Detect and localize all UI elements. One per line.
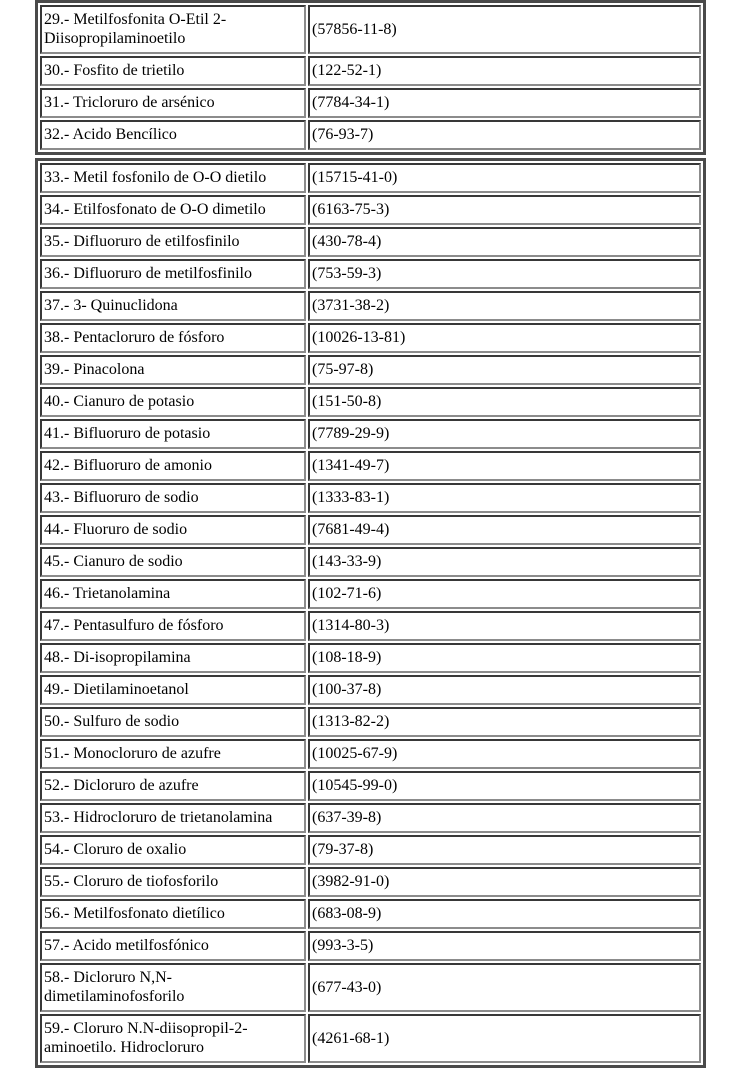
cas-number-cell: (10025-67-9) (308, 739, 701, 769)
table-row (40, 579, 701, 609)
table-row (40, 259, 701, 289)
table-row (40, 739, 701, 769)
table-row (40, 323, 701, 353)
chemical-name-cell: 34.- Etilfosfonato de O-O dimetilo (40, 195, 306, 225)
cas-number-cell: (102-71-6) (308, 579, 701, 609)
cas-number-cell: (7784-34-1) (308, 88, 701, 118)
cas-number-cell: (753-59-3) (308, 259, 701, 289)
chemical-name-cell: 33.- Metil fosfonilo de O-O dietilo (40, 163, 306, 193)
table-row (40, 931, 701, 961)
table-row (40, 5, 701, 54)
cas-number-cell: (57856-11-8) (308, 5, 701, 54)
table-row (40, 803, 701, 833)
table-row (40, 547, 701, 577)
chemical-name-cell: 44.- Fluoruro de sodio (40, 515, 306, 545)
cas-number-cell: (1314-80-3) (308, 611, 701, 641)
cas-number-cell: (683-08-9) (308, 899, 701, 929)
cas-number-cell: (1341-49-7) (308, 451, 701, 481)
cas-number-cell: (15715-41-0) (308, 163, 701, 193)
table-row (40, 643, 701, 673)
cas-number-cell: (100-37-8) (308, 675, 701, 705)
table-row (40, 387, 701, 417)
chemical-name-cell: 53.- Hidrocloruro de trietanolamina (40, 803, 306, 833)
chemical-name-cell: 36.- Difluoruro de metilfosfinilo (40, 259, 306, 289)
cas-number-cell: (10545-99-0) (308, 771, 701, 801)
cas-number-cell: (7681-49-4) (308, 515, 701, 545)
chemical-name-cell: 35.- Difluoruro de etilfosfinilo (40, 227, 306, 257)
table-row (40, 867, 701, 897)
table-row (40, 515, 701, 545)
table-row (40, 227, 701, 257)
chemical-name-cell: 55.- Cloruro de tiofosforilo (40, 867, 306, 897)
chemicals-table-1 (35, 0, 706, 155)
table-row (40, 1014, 701, 1063)
chemical-name-cell: 46.- Trietanolamina (40, 579, 306, 609)
chemical-name-cell: 56.- Metilfosfonato dietílico (40, 899, 306, 929)
table-row (40, 291, 701, 321)
chemical-name-cell: 40.- Cianuro de potasio (40, 387, 306, 417)
chemical-name-cell: 47.- Pentasulfuro de fósforo (40, 611, 306, 641)
cas-number-cell: (108-18-9) (308, 643, 701, 673)
chemical-name-cell: 38.- Pentacloruro de fósforo (40, 323, 306, 353)
table-row (40, 419, 701, 449)
chemical-name-cell: 43.- Bifluoruro de sodio (40, 483, 306, 513)
chemical-name-cell: 41.- Bifluoruro de potasio (40, 419, 306, 449)
cas-number-cell: (1313-82-2) (308, 707, 701, 737)
table-row (40, 963, 701, 1012)
table-row (40, 56, 701, 86)
chemical-name-cell: 51.- Monocloruro de azufre (40, 739, 306, 769)
cas-number-cell: (993-3-5) (308, 931, 701, 961)
chemical-name-cell: 49.- Dietilaminoetanol (40, 675, 306, 705)
chemical-name-cell: 29.- Metilfosfonita O-Etil 2-Diisopropilaminoetilo (40, 5, 306, 54)
cas-number-cell: (430-78-4) (308, 227, 701, 257)
table-row (40, 195, 701, 225)
chemical-name-cell: 37.- 3- Quinuclidona (40, 291, 306, 321)
chemical-name-cell: 57.- Acido metilfosfónico (40, 931, 306, 961)
cas-number-cell: (7789-29-9) (308, 419, 701, 449)
chemical-name-cell: 52.- Dicloruro de azufre (40, 771, 306, 801)
chemical-name-cell: 50.- Sulfuro de sodio (40, 707, 306, 737)
chemical-name-cell: 59.- Cloruro N.N-diisopropil-2-aminoetilo. Hidrocloruro (40, 1014, 306, 1063)
cas-number-cell: (79-37-8) (308, 835, 701, 865)
cas-number-cell: (6163-75-3) (308, 195, 701, 225)
table-row (40, 120, 701, 150)
chemical-name-cell: 58.- Dicloruro N,N-dimetilaminofosforilo (40, 963, 306, 1012)
cas-number-cell: (3731-38-2) (308, 291, 701, 321)
cas-number-cell: (122-52-1) (308, 56, 701, 86)
cas-number-cell: (10026-13-81) (308, 323, 701, 353)
table-row (40, 611, 701, 641)
cas-number-cell: (1333-83-1) (308, 483, 701, 513)
cas-number-cell: (637-39-8) (308, 803, 701, 833)
table-row (40, 483, 701, 513)
table-row (40, 899, 701, 929)
chemical-name-cell: 42.- Bifluoruro de amonio (40, 451, 306, 481)
table-row (40, 451, 701, 481)
cas-number-cell: (3982-91-0) (308, 867, 701, 897)
chemical-name-cell: 32.- Acido Bencílico (40, 120, 306, 150)
chemical-name-cell: 39.- Pinacolona (40, 355, 306, 385)
cas-number-cell: (76-93-7) (308, 120, 701, 150)
chemical-name-cell: 31.- Tricloruro de arsénico (40, 88, 306, 118)
cas-number-cell: (151-50-8) (308, 387, 701, 417)
chemical-name-cell: 48.- Di-isopropilamina (40, 643, 306, 673)
table-row (40, 88, 701, 118)
table-row (40, 163, 701, 193)
cas-number-cell: (677-43-0) (308, 963, 701, 1012)
table-row (40, 835, 701, 865)
chemical-name-cell: 54.- Cloruro de oxalio (40, 835, 306, 865)
cas-number-cell: (75-97-8) (308, 355, 701, 385)
chemical-name-cell: 30.- Fosfito de trietilo (40, 56, 306, 86)
table-row (40, 675, 701, 705)
table-row (40, 355, 701, 385)
chemicals-table-2 (35, 158, 706, 1068)
table-row (40, 707, 701, 737)
cas-number-cell: (4261-68-1) (308, 1014, 701, 1063)
chemical-name-cell: 45.- Cianuro de sodio (40, 547, 306, 577)
table-row (40, 771, 701, 801)
cas-number-cell: (143-33-9) (308, 547, 701, 577)
